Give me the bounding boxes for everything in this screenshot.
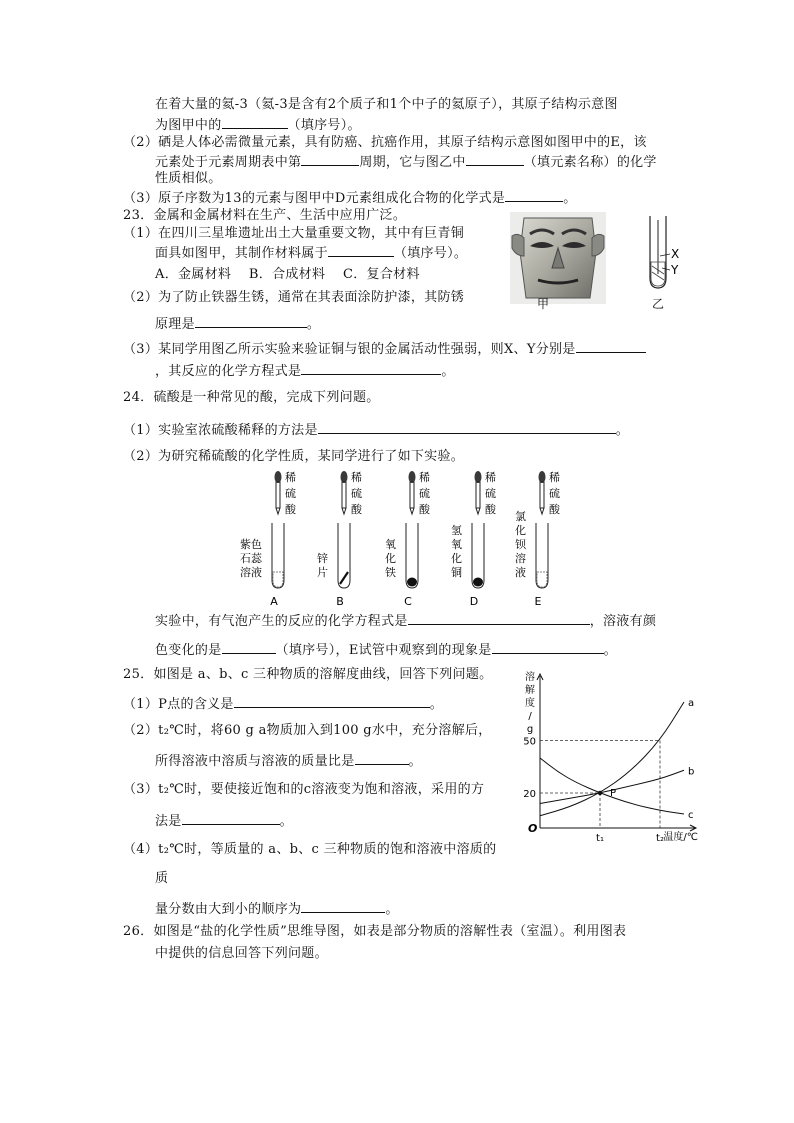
text: （填序号）。 (393, 246, 468, 261)
substance-label: 溶 (515, 552, 526, 565)
tube-letter: C (404, 595, 412, 608)
text: （填序号）。 (287, 118, 361, 133)
y-axis-label: / (528, 711, 532, 722)
substance-label: 氢 (451, 524, 462, 537)
dropper-bulb (475, 471, 482, 483)
text: 原理是 (155, 317, 195, 332)
q26-line2: 中提供的信息回答下列问题。 (155, 946, 328, 961)
origin-label: O (528, 822, 538, 835)
tube-e (515, 470, 561, 608)
q23-part2-line1: （2）为了防止铁器生锈，通常在其表面涂防护漆，其防锈 (123, 290, 465, 305)
answer-blank[interactable] (492, 641, 604, 654)
q24-part2: （2）为研究稀硫酸的化学性质，某同学进行了如下实验。 (123, 449, 465, 464)
reagent-label: 硫 (549, 487, 560, 500)
substance-label: 氧 (385, 538, 396, 551)
test-tube-xy-figure (640, 212, 690, 292)
tube-a (240, 470, 297, 608)
text: 。 (441, 364, 455, 379)
reagent-label: 稀 (285, 471, 296, 484)
zinc-strip (340, 572, 348, 584)
answer-blank[interactable] (222, 641, 276, 654)
q25-part3-line1: （3）t₂℃时，要使接近饱和的c溶液变为饱和溶液，采用的方 (123, 782, 485, 797)
text: 面具如图甲，其制作材料属于 (155, 246, 328, 261)
q23-part3-line1 (123, 340, 646, 358)
solid-powder (407, 578, 417, 587)
substance-label: 溶液 (240, 566, 262, 579)
q25-part4-line1: （4）t₂℃时，等质量的 a、b、c 三种物质的饱和溶液中溶质的 (123, 842, 497, 857)
q25-part3-line2 (155, 812, 293, 830)
dropper-tube (410, 482, 414, 508)
q22-part2-line3: 性质相似。 (155, 171, 222, 186)
text: （1）P点的含义是 (123, 697, 234, 712)
reagent-label: 稀 (485, 471, 496, 484)
substance-label: 片 (317, 566, 328, 579)
substance-label: 化 (515, 524, 526, 537)
y-axis-label: g (526, 724, 534, 735)
answer-blank[interactable] (355, 752, 409, 765)
reagent-label: 硫 (285, 487, 296, 500)
q25-part4-line3 (155, 900, 399, 918)
answer-blank[interactable] (234, 695, 430, 708)
q26-line1: 26．如图是“盐的化学性质”思维导图，如表是部分物质的溶解性表（室温）。利用图表 (123, 924, 627, 939)
dropper-bulb (275, 471, 282, 483)
tube-c (385, 470, 431, 608)
reagent-label: 硫 (351, 487, 362, 500)
dropper-bulb (409, 471, 416, 483)
tube-letter: B (336, 595, 344, 608)
label-y: Y (671, 263, 679, 277)
answer-blank[interactable] (195, 315, 307, 328)
q23-part3-line2 (155, 362, 455, 380)
series-label-a: a (688, 698, 695, 709)
tube-letter: E (534, 595, 542, 608)
substance-label: 钡 (515, 538, 526, 551)
substance-label: 氧 (451, 538, 462, 551)
q23-options: A．金属材料 B．合成材料 C．复合材料 (155, 267, 420, 282)
q22-cont-line1: 在着大量的氦-3（氦-3是含有2个质子和1个中子的氦原子），其原子结构示意图 (155, 97, 618, 112)
reagent-label: 酸 (285, 503, 296, 516)
bronze-mask-figure (510, 212, 606, 312)
substance-label: 液 (515, 566, 526, 579)
q24-part1 (123, 421, 629, 439)
tube-letter: D (469, 595, 479, 608)
q25-part4-line2: 质 (155, 871, 169, 886)
q24-part3-line2 (155, 641, 617, 659)
text: 。 (385, 902, 399, 917)
q25-part2-line2 (155, 752, 422, 770)
pointer-x (660, 254, 670, 256)
point-p (598, 791, 602, 795)
reagent-label: 酸 (351, 503, 362, 516)
text: 为图甲中的 (155, 118, 222, 133)
q25-part1 (123, 695, 443, 713)
point-p-label: P (610, 788, 617, 799)
dropper-tip (476, 508, 480, 514)
x-tick-label: t₁ (596, 833, 604, 844)
answer-blank[interactable] (408, 612, 590, 625)
reagent-label: 稀 (419, 471, 430, 484)
answer-blank[interactable] (318, 421, 616, 434)
text: 法是 (155, 814, 182, 829)
text: 所得溶液中溶质与溶液的质量比是 (155, 754, 355, 769)
reagent-label: 硫 (419, 487, 430, 500)
text: 。 (279, 814, 293, 829)
solubility-curve-chart (500, 668, 700, 848)
solid-powder (473, 578, 483, 587)
text: （3）原子序数为13的元素与图甲中D元素组成化合物的化学式是 (123, 191, 506, 206)
figure-label-jia: 甲 (537, 297, 550, 311)
answer-blank[interactable] (301, 153, 359, 166)
tube-letter: A (270, 595, 278, 608)
q23-part2-line2 (155, 315, 320, 333)
q22-cont-line2 (155, 116, 361, 134)
q23-part1-line2 (155, 244, 467, 262)
q22-part2-line1: （2）硒是人体必需微量元素，具有防癌、抗癌作用，其原子结构示意图如图甲中的E，该 (123, 135, 647, 150)
text: 。 (563, 191, 577, 206)
label-x: X (671, 247, 680, 261)
q22-part3 (123, 189, 577, 207)
text: （填元素名称）的化学 (523, 155, 657, 170)
y-axis-label: 度 (525, 698, 535, 709)
answer-blank[interactable] (301, 900, 385, 913)
answer-blank[interactable] (576, 340, 646, 353)
solution (273, 572, 283, 587)
q23-part1-line1: （1）在四川三星堆遗址出土大量重要文物，其中有巨青铜 (123, 226, 465, 241)
dropper-tip (410, 508, 414, 514)
text: ，溶液有颜 (589, 614, 657, 629)
dropper-tip (342, 508, 346, 514)
q24-part3-line1 (155, 612, 656, 630)
answer-blank[interactable] (182, 812, 280, 825)
curve-c (540, 758, 684, 814)
dropper-tip (540, 508, 544, 514)
reagent-label: 酸 (549, 503, 560, 516)
answer-blank[interactable] (505, 189, 563, 202)
text: 量分数由大到小的顺序为 (155, 902, 302, 917)
series-label-b: b (688, 766, 695, 778)
text: 。 (603, 643, 617, 658)
dropper-tube (476, 482, 480, 508)
substance-label: 锌 (317, 552, 328, 565)
text: 色变化的是 (155, 643, 222, 658)
x-axis-label: 温度/℃ (663, 832, 698, 843)
text: 。 (429, 697, 444, 712)
y-axis-label: 解 (525, 685, 535, 696)
y-tick-label: 50 (523, 736, 536, 748)
reagent-label: 稀 (351, 471, 362, 484)
answer-blank[interactable] (328, 244, 394, 257)
text: ，其反应的化学方程式是 (155, 364, 302, 379)
test-tube (272, 523, 284, 588)
answer-blank[interactable] (301, 362, 441, 375)
substance-label: 化 (385, 552, 396, 565)
substance-label: 紫色 (240, 538, 262, 551)
answer-blank[interactable] (466, 153, 524, 166)
test-tube (536, 523, 548, 588)
text: （3）某同学用图乙所示实验来验证铜与银的金属活动性强弱，则X、Y分别是 (123, 342, 576, 357)
y-axis-label: 溶 (525, 672, 535, 683)
text: 。 (306, 317, 321, 332)
figure-label-yi: 乙 (652, 297, 665, 311)
series-label-c: c (688, 810, 694, 821)
x-tick-label: t₂ (656, 833, 664, 844)
substance-label: 石蕊 (240, 552, 262, 565)
text: 实验中，有气泡产生的反应的化学方程式是 (155, 614, 408, 629)
substance-label: 铁 (385, 566, 396, 579)
q22-part2-line2 (155, 153, 657, 171)
reagent-label: 酸 (485, 503, 496, 516)
dropper-tip (276, 508, 280, 514)
q25-part2-line1: （2）t₂℃时，将60 g a物质加入到100 g水中，充分溶解后， (123, 723, 492, 738)
dropper-bulb (539, 471, 546, 483)
dropper-tube (276, 482, 280, 508)
sulfuric-acid-experiment-figure (230, 468, 580, 610)
dropper-bulb (341, 471, 348, 483)
text: 元素处于元素周期表中第 (155, 155, 302, 170)
substance-label: 氯 (515, 510, 526, 523)
text: （1）实验室浓硫酸稀释的方法是 (123, 423, 318, 438)
q24-title: 24．硫酸是一种常见的酸，完成下列问题。 (123, 390, 380, 405)
dropper-tube (540, 482, 544, 508)
text: （填序号），E试管中观察到的现象是 (275, 643, 492, 658)
reagent-label: 酸 (419, 503, 430, 516)
tube-d (451, 470, 497, 608)
dropper-tube (342, 482, 346, 508)
text: 。 (408, 754, 422, 769)
reagent-label: 硫 (485, 487, 496, 500)
reagent-label: 稀 (549, 471, 560, 484)
q25-title: 25．如图是 a、b、c 三种物质的溶解度曲线，回答下列问题。 (123, 667, 493, 682)
substance-label: 化 (451, 552, 462, 565)
q23-title: 23．金属和金属材料在生产、生活中应用广泛。 (123, 208, 407, 223)
y-tick-label: 20 (523, 789, 536, 800)
tube-b (317, 470, 363, 608)
answer-blank[interactable] (222, 116, 288, 129)
text: 。 (615, 423, 630, 438)
text: 周期，它与图乙中 (359, 155, 466, 170)
solution (537, 572, 547, 587)
substance-label: 铜 (451, 566, 462, 579)
